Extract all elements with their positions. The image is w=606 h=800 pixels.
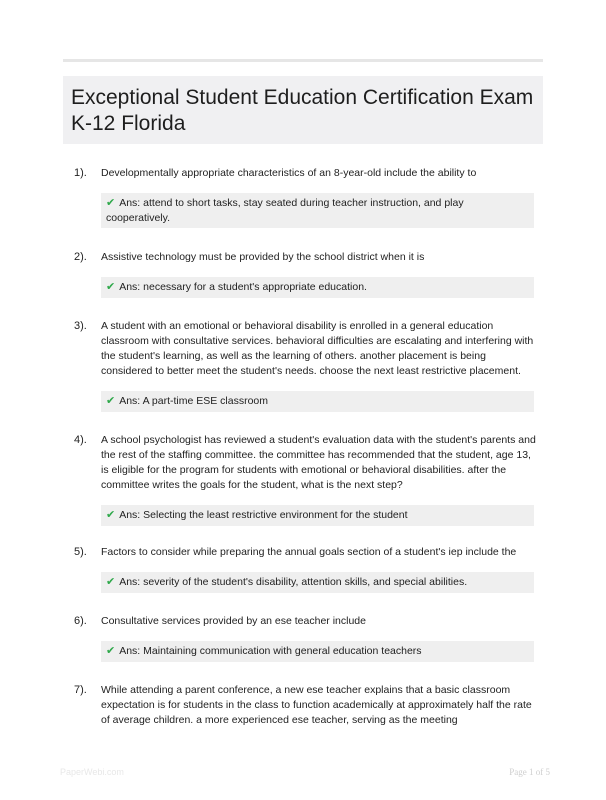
check-icon: ✔ [106, 197, 116, 209]
question-item [74, 614, 536, 662]
question-text: Consultative services provided by an ese teacher include [101, 615, 366, 627]
question-item [74, 250, 536, 298]
answer-text: Ans: A part-time ESE classroom [119, 395, 269, 407]
question-item [74, 433, 536, 526]
title-banner [63, 76, 543, 144]
question-text: Assistive technology must be provided by the school district when it is [101, 251, 425, 263]
footer-watermark: PaperWebi.com [60, 767, 124, 777]
answer-box [101, 505, 534, 526]
question-text: Factors to consider while preparing the annual goals section of a student's iep include the [101, 546, 517, 558]
question-number: 1). [74, 167, 87, 179]
answer-box [101, 572, 534, 593]
answer-text: Ans: attend to short tasks, stay seated during teacher instruction, and play cooperatively. [106, 197, 464, 224]
question-number: 2). [74, 251, 87, 263]
question-item [74, 683, 536, 728]
check-icon: ✔ [106, 281, 116, 293]
question-number: 6). [74, 615, 87, 627]
answer-box [101, 193, 534, 228]
page-number: Page 1 of 5 [509, 767, 550, 777]
top-divider [63, 59, 543, 62]
question-number: 4). [74, 434, 87, 446]
answer-text: Ans: Selecting the least restrictive environment for the student [119, 509, 408, 521]
question-item [74, 545, 536, 593]
check-icon: ✔ [106, 395, 116, 407]
question-text: While attending a parent conference, a new ese teacher explains that a basic classroom expectation is for students in the class to function academically at approximately half the rate of average children. a more experienced ese teacher, serving as the meeting [101, 684, 532, 726]
question-number: 3). [74, 320, 87, 332]
answer-text: Ans: Maintaining communication with general education teachers [119, 645, 422, 657]
question-text: A student with an emotional or behavioral disability is enrolled in a general education classroom with consultative services. behavioral difficulties are escalating and interfering with the student's learning, as well as the learning of others. another placement is being considered to better meet the student's needs. choose the next least restrictive placement. [101, 320, 534, 377]
question-item [74, 319, 536, 412]
question-item [74, 166, 536, 228]
question-number: 7). [74, 684, 87, 696]
question-text: A school psychologist has reviewed a student's evaluation data with the student's parents and the rest of the staffing committee. the committee has recommended that the student, age 13, is eligible for the program for students with emotional or behavioral disabilities. after the committee writes the goals for the student, what is the next step? [101, 434, 536, 491]
document-title: Exceptional Student Education Certification Exam K-12 Florida [71, 86, 534, 135]
answer-text: Ans: necessary for a student's appropriate education. [119, 281, 367, 293]
check-icon: ✔ [106, 645, 116, 657]
answer-box [101, 391, 534, 412]
answer-box [101, 277, 534, 298]
check-icon: ✔ [106, 576, 116, 588]
question-text: Developmentally appropriate characteristics of an 8-year-old include the ability to [101, 167, 477, 179]
answer-text: Ans: severity of the student's disability, attention skills, and special abilities. [119, 576, 468, 588]
question-number: 5). [74, 546, 87, 558]
check-icon: ✔ [106, 509, 116, 521]
answer-box [101, 641, 534, 662]
